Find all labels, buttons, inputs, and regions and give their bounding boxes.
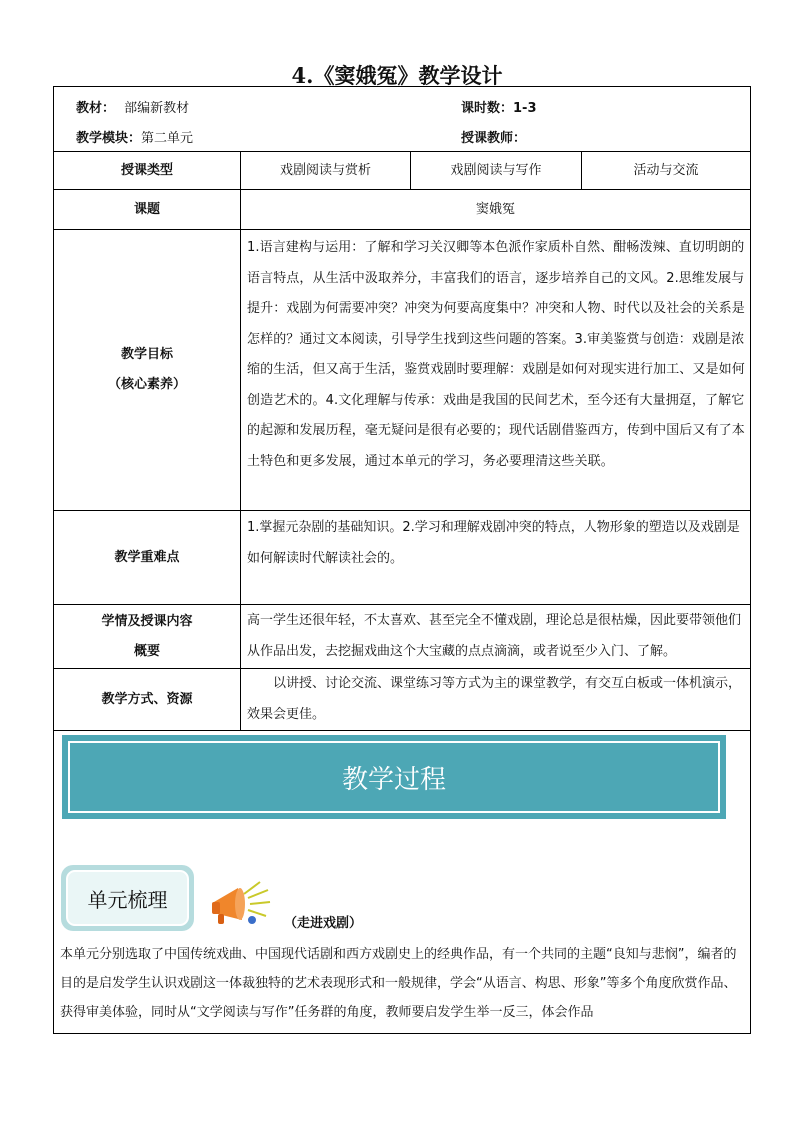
student-info-label [54,605,240,668]
hours-value: 1-3 [513,101,537,116]
lesson-type-option: 活动与交流 [633,162,699,178]
key-points-label: 教学重难点 [114,549,180,565]
megaphone-icon [208,880,272,928]
textbook-label: 教材： [76,101,116,116]
teaching-process-title: 教学过程 [68,741,720,813]
goals-label-line2: （核心素养） [107,377,186,392]
student-info-label-line1: 学情及授课内容 [101,613,193,629]
teacher-field [461,127,526,146]
key-points-text: 1.掌握元杂剧的基础知识。2.学习和理解戏剧冲突的特点，人物形象的塑造以及戏剧是如何解读时代解读社会的。 [247,520,740,566]
lesson-type-option: 戏剧阅读与写作 [450,162,542,178]
lesson-type-label: 授课类型 [120,162,173,178]
table-column-rule [240,151,241,730]
lesson-type-option: 戏剧阅读与赏析 [279,162,371,178]
table-rule [53,730,751,731]
method-text: 以讲授、讨论交流、课堂练习等方式为主的课堂教学，有交互白板或一体机演示，效果会更佳。 [247,676,742,722]
textbook-field [76,97,189,116]
textbook-value: 部编新教材 [124,101,190,116]
topic-label: 课题 [133,201,160,217]
topic-value: 窦娥冤 [475,201,515,217]
student-info-label-line2: 概要 [133,643,160,659]
teacher-label: 授课教师： [461,131,527,146]
goals-label-line1: 教学目标 [120,347,173,362]
unit-subtitle: （走进戏剧） [284,916,363,931]
unit-badge [61,865,194,931]
method-label: 教学方式、资源 [101,691,193,707]
hours-label: 课时数： [461,101,514,116]
goals-text: 1.语言建构与运用：了解和学习关汉卿等本色派作家质朴自然、酣畅泼辣、直切明朗的语言特点，从生活中汲取养分，丰富我们的语言，逐步培养自己的文风。2.思维发展与提升：戏剧为何需要冲突？冲突为何要高度集中？冲突和人物、时代以及社会的关系是怎样的？通过文本阅读，引导学生找到这些问题的答案。3.审美鉴赏与创造：戏剧是浓缩的生活，但又高于生活，鉴赏戏剧时要理解：戏剧是如何对现实进行加工、又是如何创造艺术的。4.文化理解与传承：戏曲是我国的民间艺术，至今还有大量拥趸，了解它的起源和发展历程，毫无疑问是很有必要的；现代话剧借鉴西方，传到中国后又有了本土特色和更多发展，通过本单元的学习，务必要理清这些关联。 [247,240,745,469]
unit-badge-label: 单元梳理 [66,870,189,926]
hours-field [461,97,537,116]
document-title: 4.《窦娥冤》教学设计 [291,63,503,88]
goals-label [54,230,240,510]
teaching-process-banner [62,735,726,819]
student-info-text: 高一学生还很年轻，不太喜欢、甚至完全不懂戏剧，理论总是很枯燥，因此要带领他们从作品出发，去挖掘戏曲这个大宝藏的点点滴滴，或者说至少入门、了解。 [247,613,742,659]
module-field [76,127,193,146]
unit-paragraph: 本单元分别选取了中国传统戏曲、中国现代话剧和西方戏剧史上的经典作品，有一个共同的主题“良知与悲悯”，编者的目的是启发学生认识戏剧这一体裁独特的艺术表现形式和一般规律，学会“从语言、构思、形象”等多个角度欣赏作品、获得审美体验，同时从“文学阅读与写作”任务群的角度，教师要启发学生举一反三，体会作品 [60,947,737,1020]
module-label: 教学模块： [76,131,142,146]
module-value: 第二单元 [141,131,194,146]
